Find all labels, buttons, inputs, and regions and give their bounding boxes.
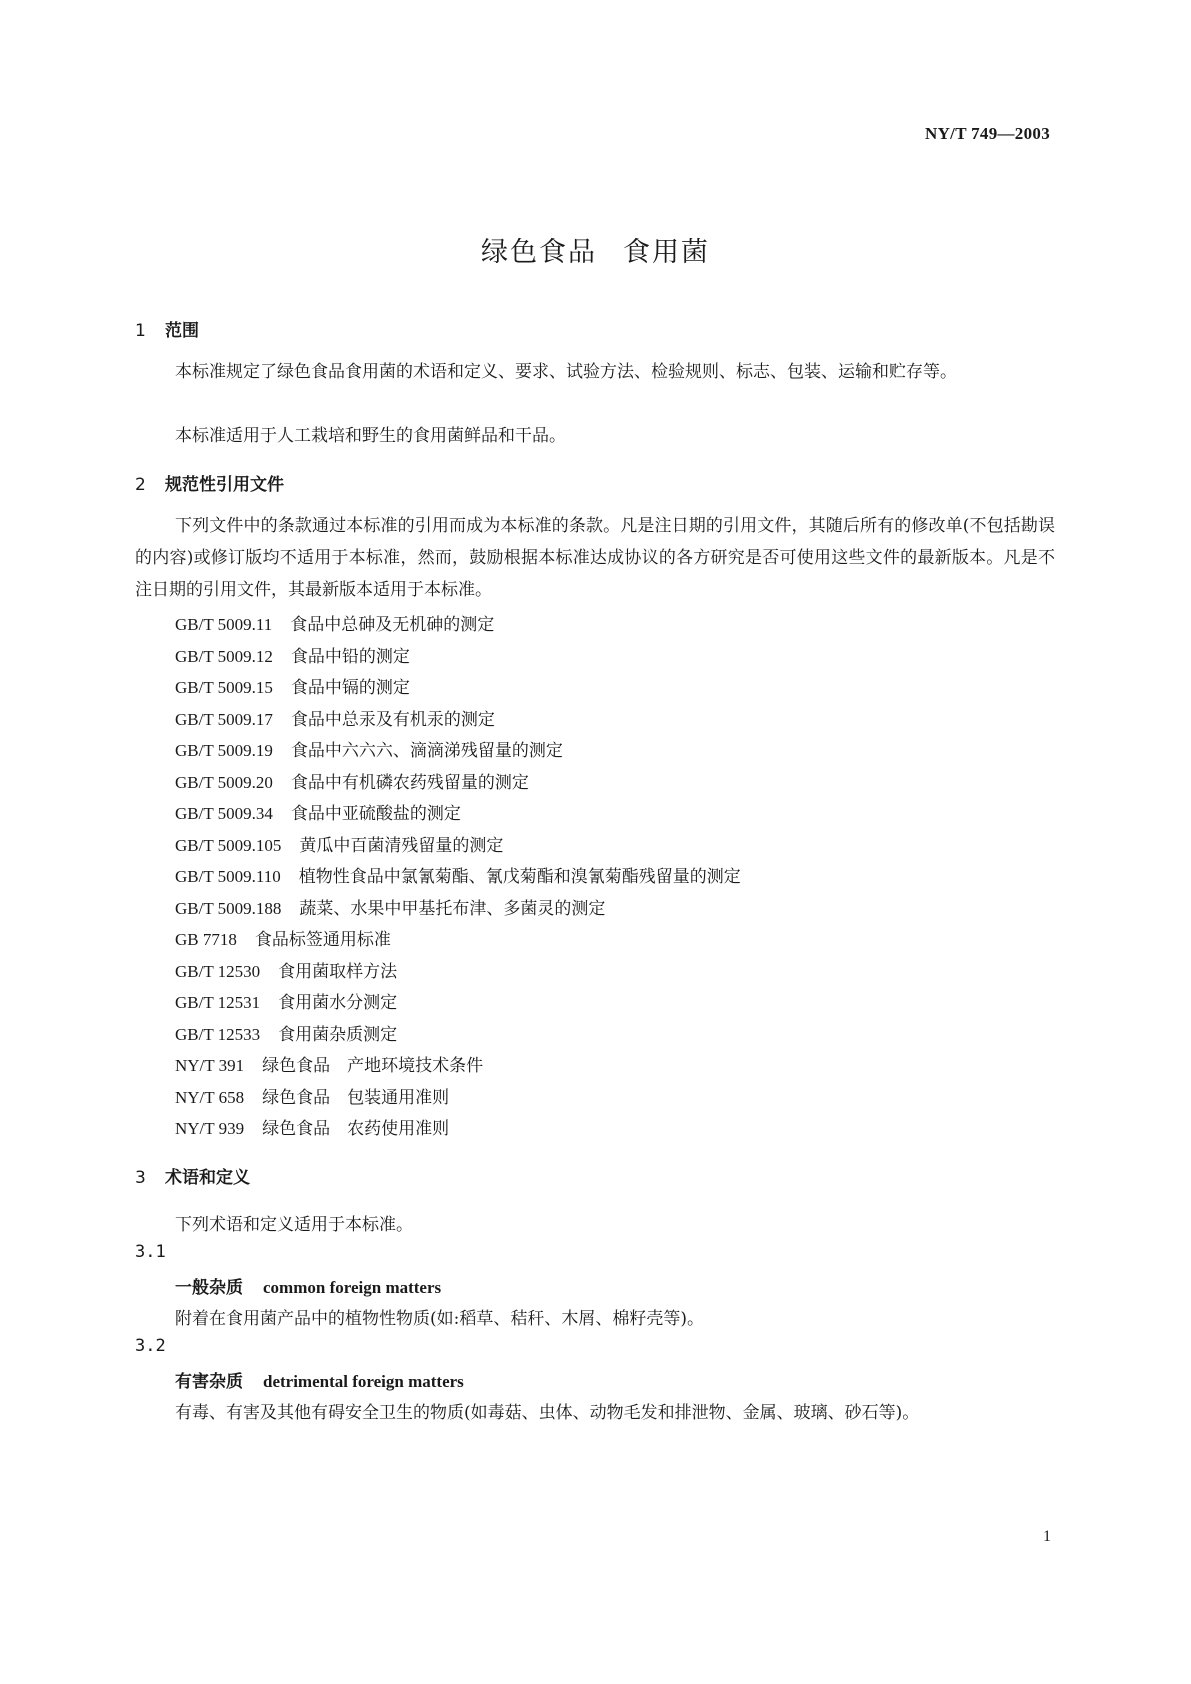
reference-code: GB/T 5009.105 bbox=[175, 836, 282, 855]
reference-item bbox=[175, 925, 391, 950]
term-name-en: common foreign matters bbox=[263, 1278, 442, 1297]
reference-code: GB/T 5009.15 bbox=[175, 678, 273, 697]
reference-title: 食品中有机磷农药残留量的测定 bbox=[290, 773, 529, 793]
section-title: 范围 bbox=[165, 321, 199, 341]
reference-title: 食品中亚硫酸盐的测定 bbox=[290, 804, 461, 824]
title-part-2: 食用菌 bbox=[623, 237, 710, 268]
reference-title: 食品中六六六、滴滴涕残留量的测定 bbox=[290, 741, 563, 761]
reference-title: 食品中总汞及有机汞的测定 bbox=[290, 710, 495, 730]
reference-code: GB/T 5009.17 bbox=[175, 710, 273, 729]
document-title bbox=[0, 230, 1191, 269]
reference-title: 蔬菜、水果中甲基托布津、多菌灵的测定 bbox=[299, 899, 606, 919]
section-number: 1 bbox=[135, 321, 146, 341]
section-number: 2 bbox=[135, 475, 146, 495]
section-heading-normative bbox=[135, 470, 284, 495]
reference-code: GB/T 5009.19 bbox=[175, 741, 273, 760]
section-title: 规范性引用文件 bbox=[165, 475, 284, 495]
term-definition: 有毒、有害及其他有碍安全卫生的物质(如毒菇、虫体、动物毛发和排泄物、金属、玻璃、砂石等)。 bbox=[175, 1403, 920, 1423]
reference-title: 绿色食品 包装通用准则 bbox=[262, 1088, 450, 1108]
reference-title: 食用菌杂质测定 bbox=[278, 1025, 398, 1045]
reference-title: 食品中镉的测定 bbox=[290, 678, 410, 698]
scope-paragraph-2: 本标准适用于人工栽培和野生的食用菌鲜品和干品。 bbox=[175, 426, 566, 446]
standard-number: NY/T 749—2003 bbox=[925, 124, 1050, 143]
reference-item bbox=[175, 1020, 397, 1045]
term-heading bbox=[175, 1367, 464, 1392]
reference-item bbox=[175, 831, 503, 856]
reference-item bbox=[175, 1051, 483, 1076]
reference-code: GB/T 5009.20 bbox=[175, 773, 273, 792]
reference-code: GB/T 12533 bbox=[175, 1025, 261, 1044]
reference-title: 食品标签通用标准 bbox=[254, 930, 391, 950]
reference-code: NY/T 391 bbox=[175, 1056, 245, 1075]
terms-intro: 下列术语和定义适用于本标准。 bbox=[175, 1215, 413, 1235]
reference-code: GB/T 12530 bbox=[175, 962, 261, 981]
page-number: 1 bbox=[1043, 1528, 1051, 1545]
reference-title: 食品中铅的测定 bbox=[290, 647, 410, 667]
term-name-zh: 有害杂质 bbox=[175, 1372, 243, 1392]
reference-item bbox=[175, 1114, 449, 1139]
reference-title: 食用菌取样方法 bbox=[278, 962, 398, 982]
reference-code: GB 7718 bbox=[175, 930, 237, 949]
reference-item bbox=[175, 988, 397, 1013]
section-heading-scope bbox=[135, 316, 199, 341]
reference-code: GB/T 5009.34 bbox=[175, 804, 273, 823]
reference-code: GB/T 5009.188 bbox=[175, 899, 282, 918]
reference-item bbox=[175, 736, 563, 761]
term-definition: 附着在食用菌产品中的植物性物质(如:稻草、秸秆、木屑、棉籽壳等)。 bbox=[175, 1309, 704, 1329]
section-title: 术语和定义 bbox=[165, 1168, 250, 1188]
reference-item bbox=[175, 705, 495, 730]
reference-code: GB/T 5009.11 bbox=[175, 615, 273, 634]
reference-code: NY/T 939 bbox=[175, 1119, 245, 1138]
reference-title: 食用菌水分测定 bbox=[278, 993, 398, 1013]
reference-code: GB/T 5009.12 bbox=[175, 647, 273, 666]
reference-code: GB/T 5009.110 bbox=[175, 867, 281, 886]
term-number: 3.1 bbox=[135, 1242, 166, 1262]
reference-item bbox=[175, 610, 494, 635]
reference-title: 绿色食品 农药使用准则 bbox=[262, 1119, 450, 1139]
reference-title: 绿色食品 产地环境技术条件 bbox=[262, 1056, 484, 1076]
reference-title: 黄瓜中百菌清残留量的测定 bbox=[299, 836, 504, 856]
reference-item bbox=[175, 957, 397, 982]
reference-code: GB/T 12531 bbox=[175, 993, 261, 1012]
reference-title: 植物性食品中氯氰菊酯、氰戊菊酯和溴氰菊酯残留量的测定 bbox=[298, 867, 741, 887]
reference-item bbox=[175, 894, 605, 919]
term-heading bbox=[175, 1273, 441, 1298]
reference-item bbox=[175, 642, 410, 667]
term-name-zh: 一般杂质 bbox=[175, 1278, 243, 1298]
scope-paragraph-1: 本标准规定了绿色食品食用菌的术语和定义、要求、试验方法、检验规则、标志、包装、运输和贮存等。 bbox=[175, 362, 957, 382]
normative-intro: 下列文件中的条款通过本标准的引用而成为本标准的条款。凡是注日期的引用文件，其随后所有的修改单(不包括勘误的内容)或修订版均不适用于本标准，然而，鼓励根据本标准达成协议的各方研究是否可使用这些文件的最新版本。凡是不注日期的引用文件，其最新版本适用于本标准。 bbox=[135, 516, 1055, 600]
reference-title: 食品中总砷及无机砷的测定 bbox=[290, 615, 495, 635]
title-part-1: 绿色食品 bbox=[481, 237, 597, 268]
term-number: 3.2 bbox=[135, 1336, 166, 1356]
term-name-en: detrimental foreign matters bbox=[263, 1372, 464, 1391]
reference-item bbox=[175, 1083, 449, 1108]
reference-item bbox=[175, 862, 741, 887]
reference-item bbox=[175, 673, 410, 698]
section-number: 3 bbox=[135, 1168, 146, 1188]
reference-item bbox=[175, 768, 529, 793]
reference-code: NY/T 658 bbox=[175, 1088, 245, 1107]
reference-item bbox=[175, 799, 461, 824]
section-heading-terms bbox=[135, 1163, 250, 1188]
